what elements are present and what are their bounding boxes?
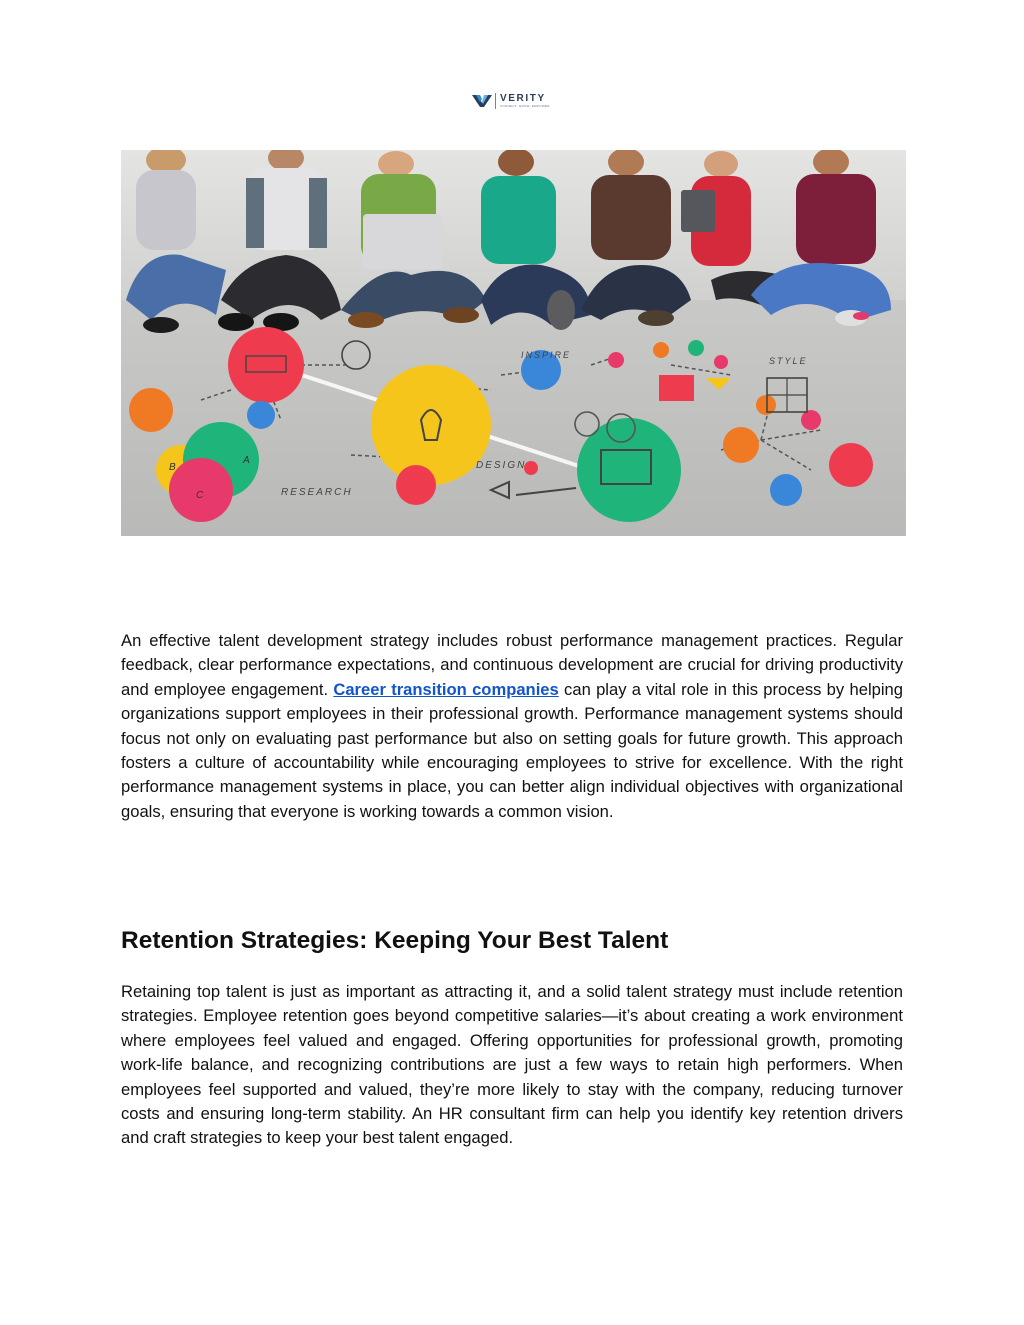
article-paragraph-performance xyxy=(121,629,903,824)
sketch-label-inspire: INSPIRE xyxy=(521,350,572,360)
verity-logo xyxy=(472,90,556,112)
sketch-label-design: DESIGN xyxy=(476,460,527,471)
career-transition-link[interactable]: Career transition companies xyxy=(333,679,559,699)
paragraph-text-end: can play a vital role in this process by helping organizations support employees in their professional growth. Performance management systems should focus not only on evaluating past performance but also on setting goals for future growth. This approach fosters a culture of accountability while encouraging employees to strive for excellence. With the right performance management systems in place, you can better align individual objectives with organizational goals, ensuring that everyone is working towards a common vision. xyxy=(121,679,903,821)
verity-v-icon xyxy=(472,94,492,108)
sketch-label-style: STYLE xyxy=(769,356,808,366)
sketch-label-a: A xyxy=(243,455,250,466)
logo-tagline: CONNECT. GROW. EMPOWER xyxy=(500,104,550,108)
paragraph-text-start: An effective talent development strategy includes robust performance management practices. Regular feedback, clear performance expectations, and continuous development are crucial for driving productivity and employee engagement. xyxy=(121,631,903,699)
section-heading-retention: Retention Strategies: Keeping Your Best Talent xyxy=(121,927,669,954)
logo-divider xyxy=(495,93,496,109)
logo-wordmark: VERITY xyxy=(500,93,546,104)
sketch-label-b: B xyxy=(169,462,176,473)
sketch-label-c: C xyxy=(196,490,204,501)
team-brainstorm-photo xyxy=(121,150,906,536)
sketch-label-research: RESEARCH xyxy=(281,487,353,498)
article-paragraph-retention: Retaining top talent is just as important as attracting it, and a solid talent strategy must include retention strategies. Employee retention goes beyond competitive salaries—it’s about creating a work environment where employees feel valued and engaged. Offering opportunities for professional growth, promoting work-life balance, and recognizing contributions are just a few ways to retain high performers. When employees feel supported and valued, they’re more likely to stay with the company, reducing turnover costs and ensuring long-term stability. An HR consultant firm can help you identify key retention drivers and craft strategies to keep your best talent engaged. xyxy=(121,982,903,1148)
